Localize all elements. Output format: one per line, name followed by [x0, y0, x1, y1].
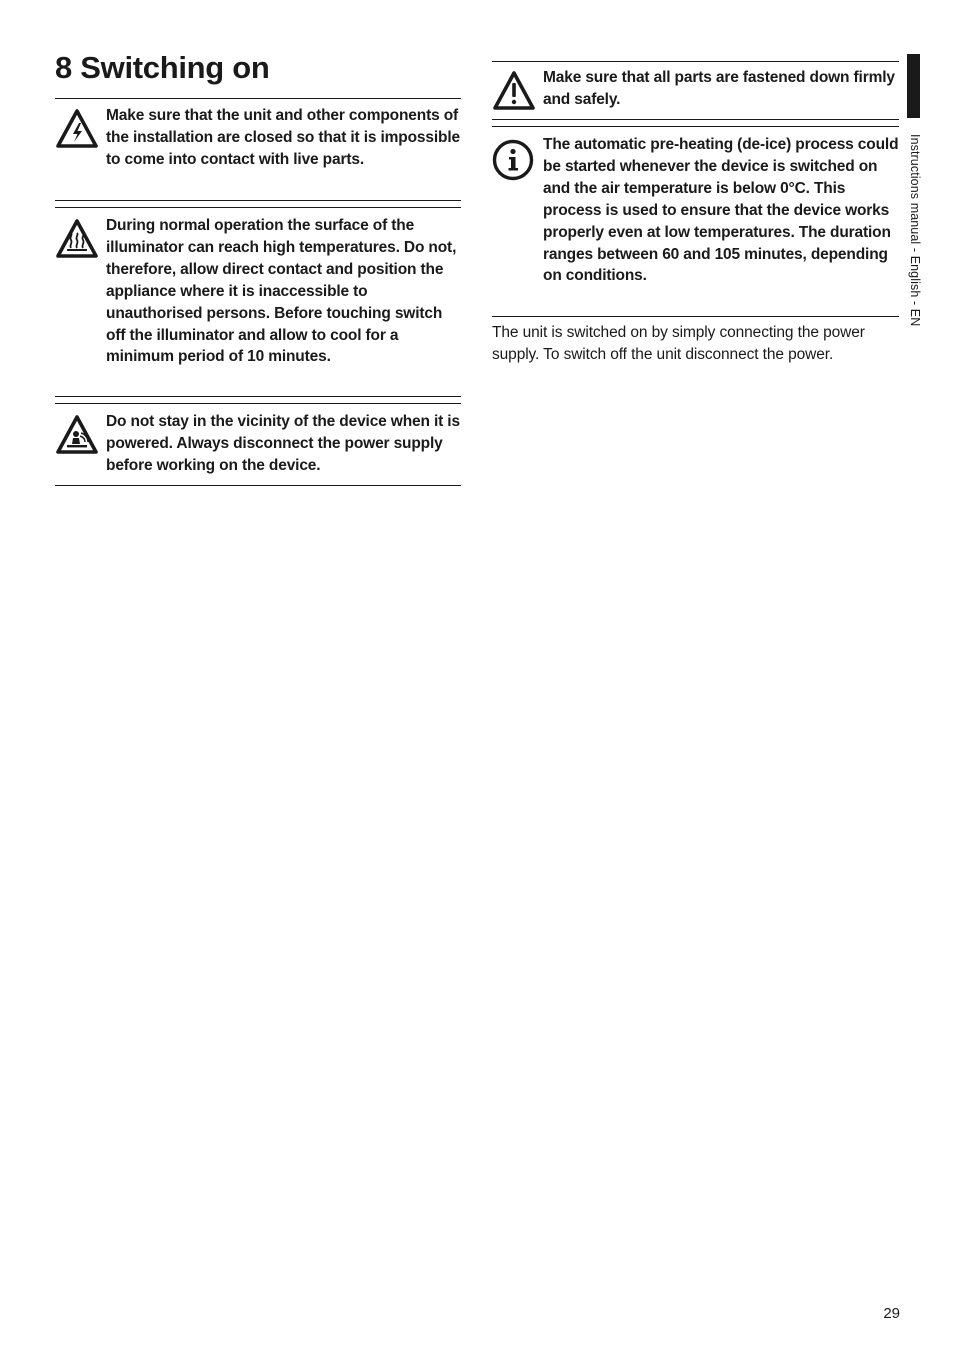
page-number: 29 [883, 1305, 900, 1322]
electric-hazard-icon [55, 108, 99, 150]
info-notice [492, 126, 899, 317]
body-paragraph: The unit is switched on by simply connecting the power supply. To switch off the unit disconnect the power. [492, 324, 865, 363]
notice-text: Make sure that the unit and other components of the installation are closed so that it is impossible to come into contact with live parts. [106, 107, 460, 168]
notice-text: Do not stay in the vicinity of the device when it is powered. Always disconnect the power supply before working on the device. [106, 413, 460, 474]
section-tab-marker [907, 54, 920, 118]
hot-surface-notice [55, 207, 461, 397]
radiation-hazard-notice [55, 403, 461, 486]
electric-hazard-notice [55, 98, 461, 201]
radiation-hazard-icon [55, 414, 99, 456]
info-icon [492, 139, 536, 181]
side-running-header: Instructions manual - English - EN [908, 134, 922, 327]
warning-notice [492, 61, 899, 120]
notice-text: The automatic pre-heating (de-ice) process could be started whenever the device is switched on and the air temperature is below 0°C. This process is used to ensure that the device works properly even at low temperatures. The duration ranges between 60 and 105 minutes, depending on conditions. [543, 136, 899, 285]
page-title: 8 Switching on [55, 50, 270, 85]
notice-text: Make sure that all parts are fastened down firmly and safely. [543, 69, 895, 108]
notice-text: During normal operation the surface of the illuminator can reach high temperatures. Do not, therefore, allow direct contact and position the appliance where it is inaccessible to unauthorised persons. Before touching switch off the illuminator and allow to cool for a minimum period of 10 minutes. [106, 217, 457, 366]
warning-icon [492, 70, 536, 112]
hot-surface-icon [55, 218, 99, 260]
